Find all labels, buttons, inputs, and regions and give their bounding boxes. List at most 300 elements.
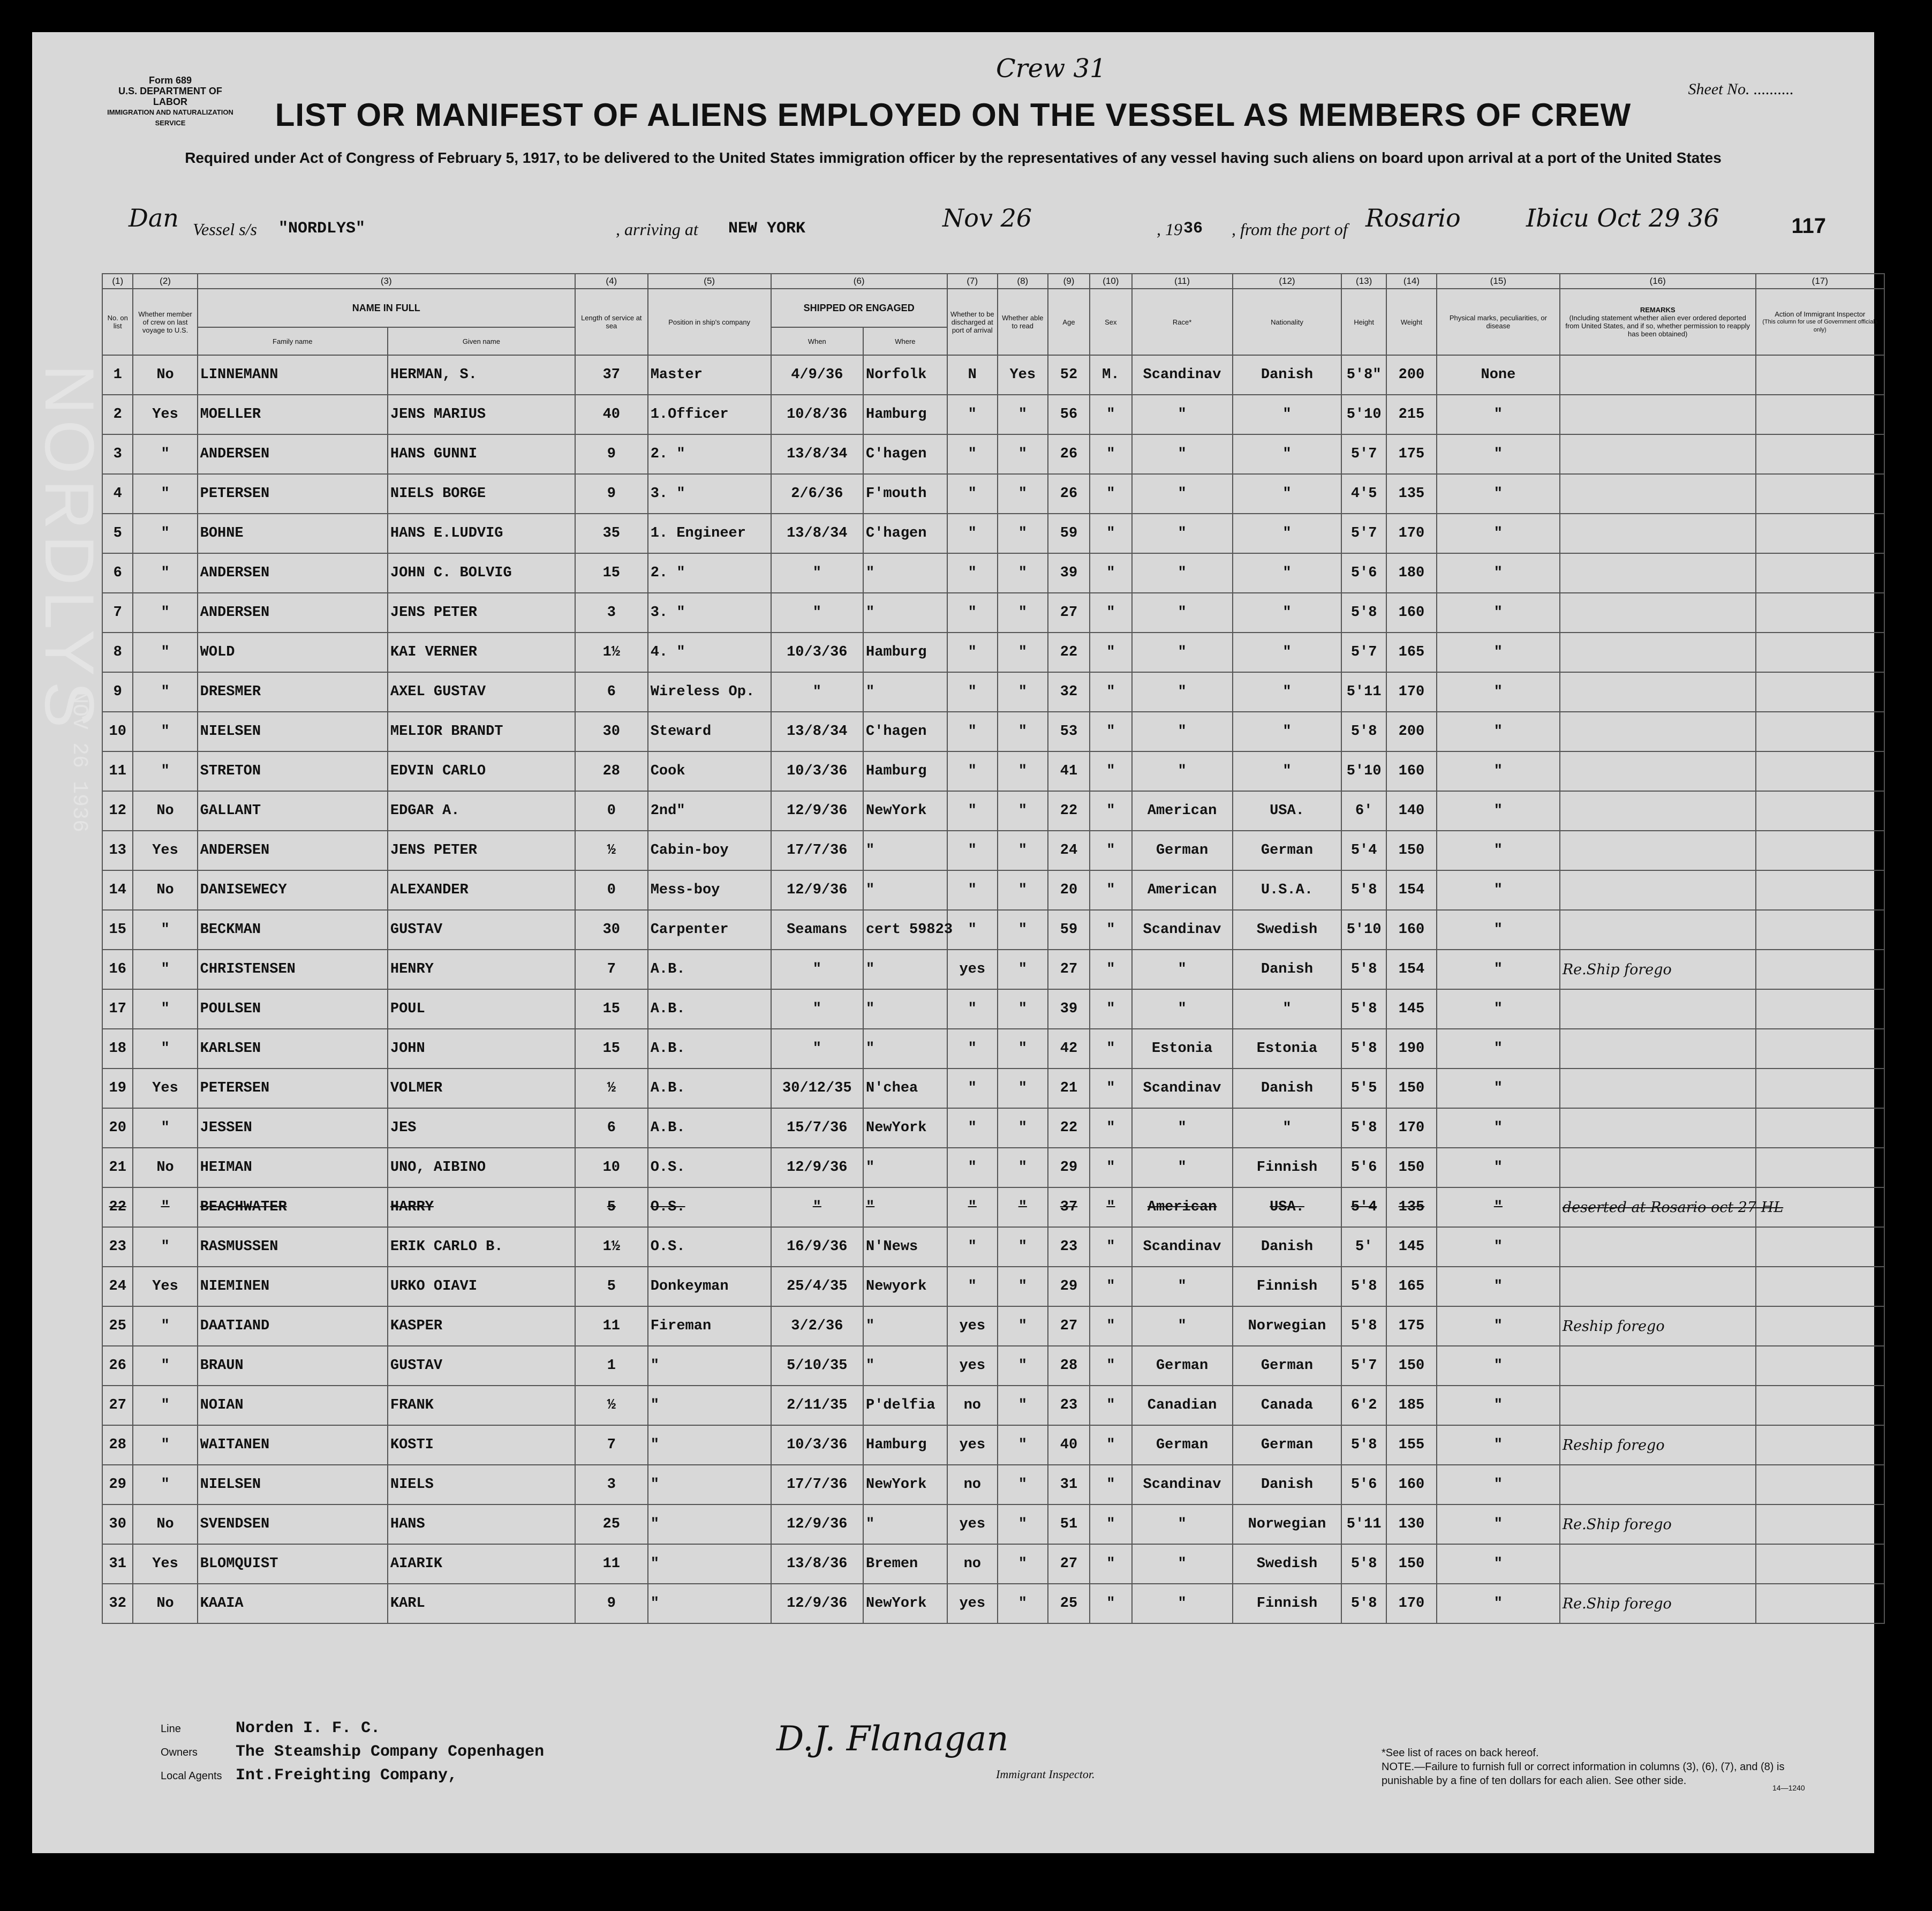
cell-family: BEACHWATER bbox=[198, 1187, 388, 1227]
cell-physical: " bbox=[1437, 870, 1560, 910]
cell-service: ½ bbox=[575, 1386, 648, 1425]
cell-member: " bbox=[133, 1227, 197, 1267]
cell-action bbox=[1756, 1306, 1884, 1346]
cell-service: 9 bbox=[575, 1584, 648, 1623]
line-extra: I. F. C. bbox=[303, 1719, 381, 1737]
cell-given: POUL bbox=[388, 989, 575, 1029]
cell-height: 5'6 bbox=[1341, 553, 1386, 593]
cell-remarks bbox=[1560, 1069, 1756, 1108]
cell-age: 51 bbox=[1048, 1504, 1090, 1544]
cell-family: LINNEMANN bbox=[198, 355, 388, 395]
cell-sex: " bbox=[1090, 712, 1131, 751]
cell-when: " bbox=[771, 1187, 863, 1227]
cell-action bbox=[1756, 593, 1884, 633]
cell-read: " bbox=[998, 1148, 1048, 1187]
table-row bbox=[102, 1148, 1884, 1187]
cell-race: " bbox=[1132, 514, 1233, 553]
cell-nationality: Estonia bbox=[1233, 1029, 1342, 1069]
cell-remarks bbox=[1560, 791, 1756, 831]
cell-discharged: " bbox=[947, 434, 998, 474]
cell-discharged: yes bbox=[947, 1346, 998, 1386]
cell-where: Hamburg bbox=[863, 395, 947, 434]
cell-weight: 160 bbox=[1386, 751, 1437, 791]
cell-age: 59 bbox=[1048, 514, 1090, 553]
cell-read: " bbox=[998, 1504, 1048, 1544]
cell-no: 3 bbox=[102, 434, 133, 474]
cell-physical: " bbox=[1437, 1306, 1560, 1346]
cell-age: 27 bbox=[1048, 593, 1090, 633]
cell-age: 37 bbox=[1048, 1187, 1090, 1227]
cell-nationality: " bbox=[1233, 434, 1342, 474]
cell-family: ANDERSEN bbox=[198, 593, 388, 633]
owners-label: Owners bbox=[161, 1747, 198, 1758]
cell-nationality: Danish bbox=[1233, 355, 1342, 395]
table-row bbox=[102, 1069, 1884, 1108]
cell-given: UNO, AIBINO bbox=[388, 1148, 575, 1187]
cell-nationality: Danish bbox=[1233, 950, 1342, 989]
cell-member: " bbox=[133, 1346, 197, 1386]
cell-position: 2nd" bbox=[648, 791, 771, 831]
cell-when: " bbox=[771, 1029, 863, 1069]
cell-action bbox=[1756, 395, 1884, 434]
cell-physical: " bbox=[1437, 633, 1560, 672]
table-row bbox=[102, 514, 1884, 553]
cell-given: JENS PETER bbox=[388, 593, 575, 633]
owners-value: The Steamship Company Copenhagen bbox=[236, 1743, 545, 1761]
cell-when: Seamans bbox=[771, 910, 863, 950]
cell-action bbox=[1756, 1504, 1884, 1544]
cell-no: 28 bbox=[102, 1425, 133, 1465]
cell-weight: 145 bbox=[1386, 1227, 1437, 1267]
cell-when: 15/7/36 bbox=[771, 1108, 863, 1148]
cell-height: 4'5 bbox=[1341, 474, 1386, 514]
cell-discharged: yes bbox=[947, 1504, 998, 1544]
cell-remarks bbox=[1560, 1148, 1756, 1187]
cell-position: O.S. bbox=[648, 1187, 771, 1227]
cell-remarks: Re.Ship forego bbox=[1560, 1504, 1756, 1544]
cell-service: 40 bbox=[575, 395, 648, 434]
cell-position: Cabin-boy bbox=[648, 831, 771, 870]
table-row bbox=[102, 1029, 1884, 1069]
cell-nationality: " bbox=[1233, 672, 1342, 712]
cell-when: 12/9/36 bbox=[771, 791, 863, 831]
col-2: (2) bbox=[133, 274, 197, 289]
cell-discharged: yes bbox=[947, 1584, 998, 1623]
cell-discharged: yes bbox=[947, 950, 998, 989]
cell-given: HANS E.LUDVIG bbox=[388, 514, 575, 553]
cell-no: 18 bbox=[102, 1029, 133, 1069]
cell-physical: " bbox=[1437, 1148, 1560, 1187]
cell-sex: " bbox=[1090, 1108, 1131, 1148]
cell-weight: 170 bbox=[1386, 1584, 1437, 1623]
header-position: Position in ship's company bbox=[648, 289, 771, 355]
cell-height: 6'2 bbox=[1341, 1386, 1386, 1425]
cell-service: 15 bbox=[575, 553, 648, 593]
cell-discharged: N bbox=[947, 355, 998, 395]
cell-given: EDGAR A. bbox=[388, 791, 575, 831]
cell-read: " bbox=[998, 831, 1048, 870]
cell-action bbox=[1756, 474, 1884, 514]
cell-discharged: " bbox=[947, 514, 998, 553]
cell-given: JENS MARIUS bbox=[388, 395, 575, 434]
cell-race: " bbox=[1132, 633, 1233, 672]
cell-weight: 165 bbox=[1386, 633, 1437, 672]
cell-no: 26 bbox=[102, 1346, 133, 1386]
col-8: (8) bbox=[998, 274, 1048, 289]
cell-service: 35 bbox=[575, 514, 648, 553]
cell-race: " bbox=[1132, 672, 1233, 712]
col-17: (17) bbox=[1756, 274, 1884, 289]
cell-height: 5'8 bbox=[1341, 950, 1386, 989]
crew-annotation: Crew 31 bbox=[996, 54, 1106, 84]
cell-weight: 200 bbox=[1386, 355, 1437, 395]
cell-position: " bbox=[648, 1584, 771, 1623]
cell-remarks bbox=[1560, 514, 1756, 553]
table-row bbox=[102, 395, 1884, 434]
table-row bbox=[102, 751, 1884, 791]
cell-sex: " bbox=[1090, 1267, 1131, 1306]
cell-member: No bbox=[133, 791, 197, 831]
cell-service: ½ bbox=[575, 831, 648, 870]
cell-remarks bbox=[1560, 1465, 1756, 1504]
cell-when: 13/8/34 bbox=[771, 434, 863, 474]
cell-age: 20 bbox=[1048, 870, 1090, 910]
cell-where: C'hagen bbox=[863, 434, 947, 474]
cell-height: 5'7 bbox=[1341, 434, 1386, 474]
arriving-label: , arriving at bbox=[616, 220, 698, 239]
cell-weight: 150 bbox=[1386, 831, 1437, 870]
cell-where: " bbox=[863, 1029, 947, 1069]
cell-member: " bbox=[133, 989, 197, 1029]
cell-action bbox=[1756, 1465, 1884, 1504]
cell-height: 5'8 bbox=[1341, 1306, 1386, 1346]
cell-height: 5'8 bbox=[1341, 1544, 1386, 1584]
cell-read: " bbox=[998, 751, 1048, 791]
cell-where: Norfolk bbox=[863, 355, 947, 395]
vessel-name: "NORDLYS" bbox=[278, 220, 366, 238]
table-row bbox=[102, 1227, 1884, 1267]
cell-position: " bbox=[648, 1504, 771, 1544]
cell-discharged: " bbox=[947, 870, 998, 910]
cell-physical: " bbox=[1437, 989, 1560, 1029]
cell-race: German bbox=[1132, 831, 1233, 870]
cell-age: 29 bbox=[1048, 1148, 1090, 1187]
cell-age: 32 bbox=[1048, 672, 1090, 712]
cell-service: 15 bbox=[575, 989, 648, 1029]
cell-given: HANS bbox=[388, 1504, 575, 1544]
cell-nationality: German bbox=[1233, 1425, 1342, 1465]
cell-when: 17/7/36 bbox=[771, 831, 863, 870]
cell-given: KAI VERNER bbox=[388, 633, 575, 672]
cell-physical: " bbox=[1437, 791, 1560, 831]
cell-discharged: " bbox=[947, 712, 998, 751]
cell-member: " bbox=[133, 672, 197, 712]
cell-no: 20 bbox=[102, 1108, 133, 1148]
cell-action bbox=[1756, 1584, 1884, 1623]
cell-discharged: " bbox=[947, 1267, 998, 1306]
cell-race: " bbox=[1132, 1504, 1233, 1544]
cell-no: 7 bbox=[102, 593, 133, 633]
cell-position: A.B. bbox=[648, 1069, 771, 1108]
cell-sex: " bbox=[1090, 434, 1131, 474]
cell-nationality: Swedish bbox=[1233, 1544, 1342, 1584]
cell-family: BLOMQUIST bbox=[198, 1544, 388, 1584]
cell-given: JENS PETER bbox=[388, 831, 575, 870]
cell-given: KARL bbox=[388, 1584, 575, 1623]
cell-physical: " bbox=[1437, 1227, 1560, 1267]
crew-table bbox=[102, 273, 1885, 1624]
cell-race: American bbox=[1132, 1187, 1233, 1227]
cell-nationality: Danish bbox=[1233, 1227, 1342, 1267]
cell-member: " bbox=[133, 514, 197, 553]
cell-family: WOLD bbox=[198, 633, 388, 672]
inspector-label: Immigrant Inspector. bbox=[996, 1767, 1095, 1781]
cell-service: 7 bbox=[575, 950, 648, 989]
cell-sex: " bbox=[1090, 633, 1131, 672]
cell-member: Yes bbox=[133, 1544, 197, 1584]
cell-remarks bbox=[1560, 355, 1756, 395]
cell-age: 25 bbox=[1048, 1584, 1090, 1623]
cell-weight: 215 bbox=[1386, 395, 1437, 434]
cell-member: No bbox=[133, 355, 197, 395]
cell-race: German bbox=[1132, 1425, 1233, 1465]
cell-service: 11 bbox=[575, 1544, 648, 1584]
cell-sex: " bbox=[1090, 1069, 1131, 1108]
cell-nationality: " bbox=[1233, 593, 1342, 633]
cell-height: 5'8 bbox=[1341, 870, 1386, 910]
cell-height: 5'8 bbox=[1341, 1425, 1386, 1465]
cell-race: American bbox=[1132, 870, 1233, 910]
cell-when: 30/12/35 bbox=[771, 1069, 863, 1108]
agents-row bbox=[161, 1766, 643, 1790]
cell-nationality: " bbox=[1233, 989, 1342, 1029]
table-row bbox=[102, 950, 1884, 989]
cell-read: " bbox=[998, 633, 1048, 672]
cell-read: " bbox=[998, 553, 1048, 593]
cell-age: 31 bbox=[1048, 1465, 1090, 1504]
cell-position: Steward bbox=[648, 712, 771, 751]
cell-service: 10 bbox=[575, 1148, 648, 1187]
cell-service: 9 bbox=[575, 434, 648, 474]
arrival-date: Nov 26 bbox=[942, 204, 1032, 232]
cell-when: 10/3/36 bbox=[771, 1425, 863, 1465]
cell-action bbox=[1756, 672, 1884, 712]
cell-nationality: " bbox=[1233, 514, 1342, 553]
cell-given: ALEXANDER bbox=[388, 870, 575, 910]
cell-age: 29 bbox=[1048, 1267, 1090, 1306]
cell-where: NewYork bbox=[863, 1108, 947, 1148]
cell-member: " bbox=[133, 474, 197, 514]
cell-read: " bbox=[998, 434, 1048, 474]
cell-action bbox=[1756, 831, 1884, 870]
cell-given: HARRY bbox=[388, 1187, 575, 1227]
cell-action bbox=[1756, 355, 1884, 395]
cell-age: 59 bbox=[1048, 910, 1090, 950]
cell-position: A.B. bbox=[648, 1029, 771, 1069]
cell-discharged: " bbox=[947, 553, 998, 593]
cell-member: " bbox=[133, 1425, 197, 1465]
cell-service: 6 bbox=[575, 1108, 648, 1148]
cell-sex: " bbox=[1090, 751, 1131, 791]
cell-age: 56 bbox=[1048, 395, 1090, 434]
cell-weight: 150 bbox=[1386, 1544, 1437, 1584]
cell-member: Yes bbox=[133, 831, 197, 870]
cell-sex: " bbox=[1090, 1504, 1131, 1544]
cell-weight: 180 bbox=[1386, 553, 1437, 593]
header-weight: Weight bbox=[1386, 289, 1437, 355]
cell-family: MOELLER bbox=[198, 395, 388, 434]
cell-given: EDVIN CARLO bbox=[388, 751, 575, 791]
cell-physical: " bbox=[1437, 831, 1560, 870]
cell-member: Yes bbox=[133, 1267, 197, 1306]
cell-race: " bbox=[1132, 434, 1233, 474]
header-height: Height bbox=[1341, 289, 1386, 355]
cell-when: 16/9/36 bbox=[771, 1227, 863, 1267]
cell-action bbox=[1756, 1425, 1884, 1465]
cell-when: 25/4/35 bbox=[771, 1267, 863, 1306]
remarks-title: REMARKS bbox=[1640, 306, 1676, 314]
page-subtitle: Required under Act of Congress of February 5, 1917, to be delivered to the United States immigration officer by the representatives of any vessel having such aliens on board upon arrival at a port of the United States bbox=[185, 149, 1722, 166]
table-row bbox=[102, 1386, 1884, 1425]
table-row bbox=[102, 633, 1884, 672]
cell-where: Hamburg bbox=[863, 633, 947, 672]
cell-service: 0 bbox=[575, 791, 648, 831]
header-discharged: Whether to be discharged at port of arrival bbox=[947, 289, 998, 355]
cell-when: 13/8/36 bbox=[771, 1544, 863, 1584]
cell-when: 3/2/36 bbox=[771, 1306, 863, 1346]
cell-family: NIELSEN bbox=[198, 712, 388, 751]
cell-sex: " bbox=[1090, 1465, 1131, 1504]
col-4: (4) bbox=[575, 274, 648, 289]
cell-position: 4. " bbox=[648, 633, 771, 672]
cell-member: " bbox=[133, 1108, 197, 1148]
col-14: (14) bbox=[1386, 274, 1437, 289]
table-row bbox=[102, 1544, 1884, 1584]
col-5: (5) bbox=[648, 274, 771, 289]
cell-race: " bbox=[1132, 1148, 1233, 1187]
cell-read: " bbox=[998, 1306, 1048, 1346]
table-row bbox=[102, 1306, 1884, 1346]
cell-no: 22 bbox=[102, 1187, 133, 1227]
action-note: (This column for use of Government officials only) bbox=[1762, 318, 1878, 333]
cell-physical: " bbox=[1437, 950, 1560, 989]
cell-member: Yes bbox=[133, 1069, 197, 1108]
cell-weight: 150 bbox=[1386, 1346, 1437, 1386]
cell-action bbox=[1756, 1267, 1884, 1306]
cell-where: F'mouth bbox=[863, 474, 947, 514]
cell-remarks bbox=[1560, 1029, 1756, 1069]
cell-discharged: " bbox=[947, 791, 998, 831]
cell-remarks bbox=[1560, 434, 1756, 474]
col-9: (9) bbox=[1048, 274, 1090, 289]
cell-member: " bbox=[133, 910, 197, 950]
cell-no: 8 bbox=[102, 633, 133, 672]
cell-member: " bbox=[133, 593, 197, 633]
cell-given: MELIOR BRANDT bbox=[388, 712, 575, 751]
remarks-note: (Including statement whether alien ever ordered deported from United States, and if so, whether permission to reapply has been obtained) bbox=[1565, 314, 1750, 338]
cell-where: NewYork bbox=[863, 1584, 947, 1623]
inspector-signature: D.J. Flanagan bbox=[776, 1719, 1009, 1759]
table-row bbox=[102, 712, 1884, 751]
cell-action bbox=[1756, 1069, 1884, 1108]
cell-action bbox=[1756, 514, 1884, 553]
cell-no: 23 bbox=[102, 1227, 133, 1267]
cell-height: 5'7 bbox=[1341, 633, 1386, 672]
date-stamp: NOV 26 1936 bbox=[67, 691, 91, 833]
cell-race: " bbox=[1132, 989, 1233, 1029]
cell-no: 6 bbox=[102, 553, 133, 593]
cell-height: 5'7 bbox=[1341, 514, 1386, 553]
cell-weight: 150 bbox=[1386, 1148, 1437, 1187]
cell-sex: " bbox=[1090, 1227, 1131, 1267]
col-11: (11) bbox=[1132, 274, 1233, 289]
cell-physical: " bbox=[1437, 1584, 1560, 1623]
cell-race: Scandinav bbox=[1132, 355, 1233, 395]
cell-position: Carpenter bbox=[648, 910, 771, 950]
cell-service: 28 bbox=[575, 751, 648, 791]
cell-family: JESSEN bbox=[198, 1108, 388, 1148]
form-number: Form 689 bbox=[148, 75, 192, 86]
cell-service: 25 bbox=[575, 1504, 648, 1544]
table-row bbox=[102, 474, 1884, 514]
cell-where: " bbox=[863, 1187, 947, 1227]
cell-weight: 170 bbox=[1386, 1108, 1437, 1148]
cell-sex: " bbox=[1090, 474, 1131, 514]
cell-no: 12 bbox=[102, 791, 133, 831]
cell-sex: " bbox=[1090, 1584, 1131, 1623]
cell-where: N'News bbox=[863, 1227, 947, 1267]
cell-no: 2 bbox=[102, 395, 133, 434]
cell-race: " bbox=[1132, 1306, 1233, 1346]
cell-discharged: " bbox=[947, 593, 998, 633]
vessel-flag-annotation: Dan bbox=[129, 204, 179, 232]
cell-when: " bbox=[771, 672, 863, 712]
cell-height: 5'8 bbox=[1341, 989, 1386, 1029]
departure-date: Ibicu Oct 29 36 bbox=[1526, 204, 1719, 232]
cell-action bbox=[1756, 1108, 1884, 1148]
cell-service: 5 bbox=[575, 1187, 648, 1227]
cell-weight: 165 bbox=[1386, 1267, 1437, 1306]
cell-where: " bbox=[863, 831, 947, 870]
cell-read: " bbox=[998, 1346, 1048, 1386]
cell-member: " bbox=[133, 1029, 197, 1069]
cell-family: CHRISTENSEN bbox=[198, 950, 388, 989]
cell-where: P'delfia bbox=[863, 1386, 947, 1425]
cell-service: 3 bbox=[575, 1465, 648, 1504]
cell-no: 17 bbox=[102, 989, 133, 1029]
table-row bbox=[102, 1108, 1884, 1148]
cell-given: AIARIK bbox=[388, 1544, 575, 1584]
cell-read: " bbox=[998, 989, 1048, 1029]
cell-weight: 200 bbox=[1386, 712, 1437, 751]
agents-value: Int.Freighting Company, bbox=[236, 1766, 458, 1785]
cell-when: 13/8/34 bbox=[771, 712, 863, 751]
cell-given: KOSTI bbox=[388, 1425, 575, 1465]
cell-read: " bbox=[998, 910, 1048, 950]
cell-read: " bbox=[998, 1465, 1048, 1504]
crew-table-body bbox=[102, 355, 1884, 1623]
col-1: (1) bbox=[102, 274, 133, 289]
cell-member: " bbox=[133, 1187, 197, 1227]
cell-race: " bbox=[1132, 1584, 1233, 1623]
cell-position: A.B. bbox=[648, 1108, 771, 1148]
cell-height: 5'4 bbox=[1341, 1187, 1386, 1227]
cell-height: 5'6 bbox=[1341, 1465, 1386, 1504]
cell-position: 2. " bbox=[648, 553, 771, 593]
cell-family: KAAIA bbox=[198, 1584, 388, 1623]
table-row bbox=[102, 434, 1884, 474]
cell-when: 2/6/36 bbox=[771, 474, 863, 514]
